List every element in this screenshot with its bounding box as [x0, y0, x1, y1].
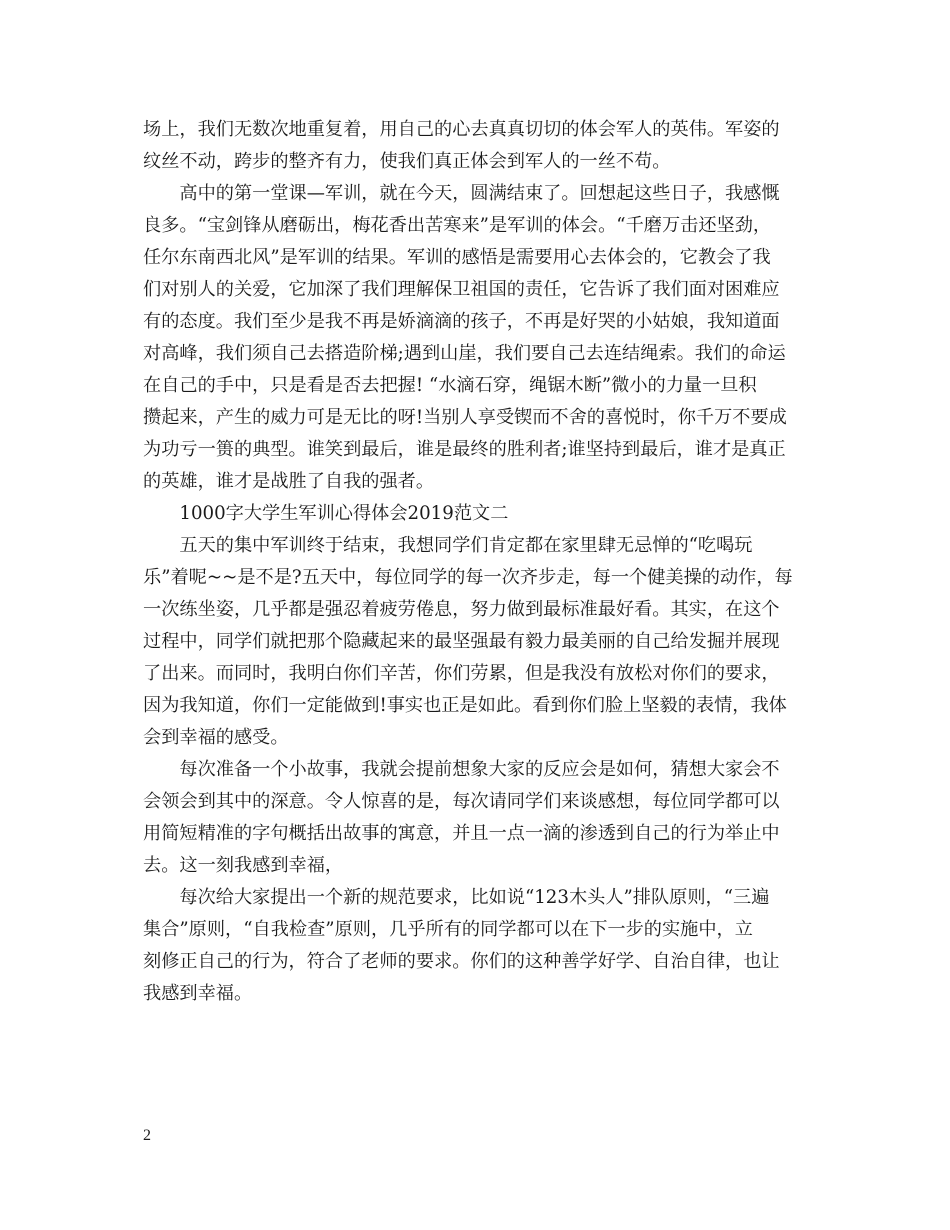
page-number: 2 — [143, 1127, 151, 1144]
section-heading: 1000字大学生军训心得体会2019范文二 — [143, 503, 509, 524]
text-line: 会领会到其中的深意。令人惊喜的是，每次请同学们来谈感想，每位同学都可以 — [143, 791, 780, 812]
text-line: 了出来。而同时，我明白你们辛苦，你们劳累，但是我没有放松对你们的要求， — [143, 663, 780, 684]
text-line: 在自己的手中，只是看是否去把握! “水滴石穿，绳锯木断”微小的力量一旦积 — [143, 375, 757, 396]
text-line: 场上，我们无数次地重复着，用自己的心去真真切切的体会军人的英伟。军姿的 — [143, 119, 780, 140]
text-line: 刻修正自己的行为，符合了老师的要求。你们的这种善学好学、自治自律，也让 — [143, 951, 780, 972]
text-line: 有的态度。我们至少是我不再是娇滴滴的孩子，不再是好哭的小姑娘，我知道面 — [143, 311, 780, 332]
text-line: 纹丝不动，跨步的整齐有力，使我们真正体会到军人的一丝不苟。 — [143, 151, 671, 172]
text-line: 集合”原则，“自我检查”原则，几乎所有的同学都可以在下一步的实施中，立 — [143, 919, 753, 940]
text-line: 会到幸福的感受。 — [143, 727, 289, 748]
text-line: 过程中，同学们就把那个隐藏起来的最坚强最有毅力最美丽的自己给发掘并展现 — [143, 631, 780, 652]
text-line: 用简短精准的字句概括出故事的寓意，并且一点一滴的渗透到自己的行为举止中 — [143, 823, 780, 844]
text-line: 我感到幸福。 — [143, 983, 253, 1004]
text-line: 每次给大家提出一个新的规范要求，比如说“123木头人”排队原则，“三遍 — [143, 887, 770, 908]
text-line: 一次练坐姿，几乎都是强忍着疲劳倦息，努力做到最标准最好看。其实，在这个 — [143, 599, 780, 620]
text-line: 去。这一刻我感到幸福， — [143, 855, 344, 876]
text-line: 的英雄，谁才是战胜了自我的强者。 — [143, 471, 435, 492]
text-line: 们对别人的关爱，它加深了我们理解保卫祖国的责任，它告诉了我们面对困难应 — [143, 279, 780, 300]
text-line: 任尔东南西北风”是军训的结果。军训的感悟是需要用心去体会的，它教会了我 — [143, 247, 771, 268]
text-line: 因为我知道，你们一定能做到!事实也正是如此。看到你们脸上坚毅的表情，我体 — [143, 695, 787, 716]
body-text — [143, 114, 813, 1010]
text-line: 乐”着呢~~是不是?五天中，每位同学的每一次齐步走，每一个健美操的动作，每 — [143, 567, 793, 588]
text-line: 良多。“宝剑锋从磨砺出，梅花香出苦寒来”是军训的体会。“千磨万击还坚劲， — [143, 215, 772, 236]
text-line: 为功亏一篑的典型。谁笑到最后，谁是最终的胜利者;谁坚持到最后，谁才是真正 — [143, 439, 786, 460]
text-line: 高中的第一堂课—军训，就在今天，圆满结束了。回想起这些日子，我感慨 — [143, 183, 780, 204]
text-line: 对高峰，我们须自己去搭造阶梯;遇到山崖，我们要自己去连结绳索。我们的命运 — [143, 343, 786, 364]
text-line: 攒起来，产生的威力可是无比的呀!当别人享受锲而不舍的喜悦时，你千万不要成 — [143, 407, 787, 428]
text-line: 五天的集中军训终于结束，我想同学们肯定都在家里肆无忌惮的“吃喝玩 — [143, 535, 753, 556]
text-line: 每次准备一个小故事，我就会提前想象大家的反应会是如何，猜想大家会不 — [143, 759, 780, 780]
